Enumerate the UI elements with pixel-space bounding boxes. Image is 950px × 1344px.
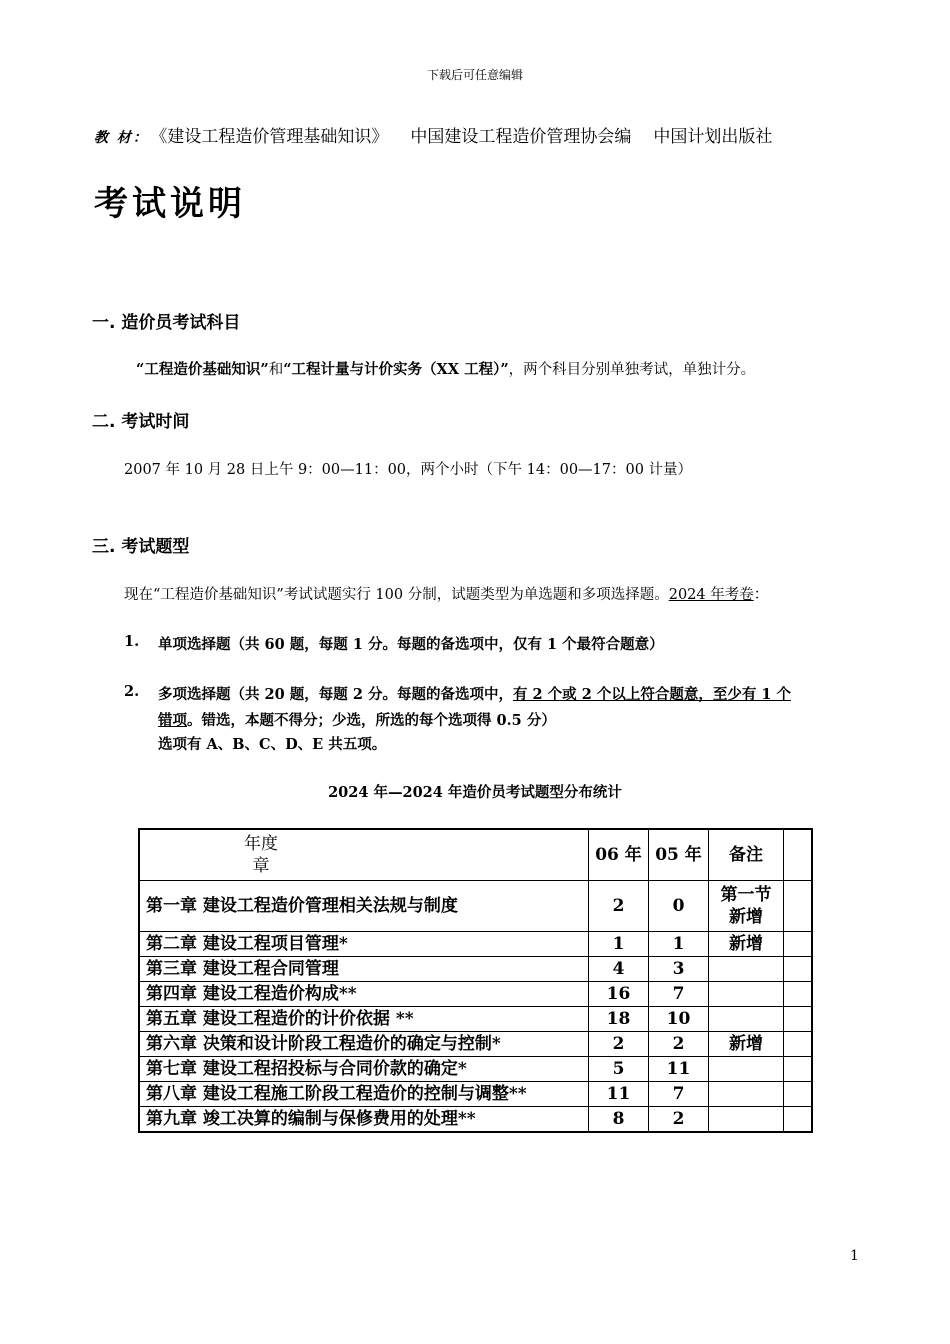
empty-cell <box>784 1057 813 1082</box>
table-row <box>139 1082 812 1107</box>
y05-cell: 7 <box>649 1082 709 1107</box>
y06-cell: 18 <box>589 1007 649 1032</box>
empty-cell <box>784 932 813 957</box>
note-cell <box>709 957 784 982</box>
y05-cell: 0 <box>649 881 709 932</box>
textbook-editor: 中国建设工程造价管理协会编 <box>410 127 632 147</box>
note-cell <box>709 1007 784 1032</box>
exam-paper-link[interactable]: 2024 年考卷 <box>668 587 754 603</box>
subject-rest: ，两个科目分别单独考试，单独计分。 <box>508 362 756 378</box>
item2-text-a: 多项选择题（共 20 题，每题 2 分。每题的备选项中， <box>158 686 513 703</box>
section2-heading: 二. 考试时间 <box>92 412 190 432</box>
col-note-header: 备注 <box>709 829 784 881</box>
item2-number: 2. <box>124 683 140 700</box>
corner-cell <box>139 829 589 881</box>
note-line-2: 新增 <box>729 907 763 927</box>
chapter-cell: 第八章 建设工程施工阶段工程造价的控制与调整** <box>139 1082 589 1107</box>
col-05-header: 05 年 <box>649 829 709 881</box>
y06-cell: 4 <box>589 957 649 982</box>
y06-cell: 11 <box>589 1082 649 1107</box>
empty-cell <box>784 982 813 1007</box>
empty-cell <box>784 1082 813 1107</box>
note-cell <box>709 881 784 932</box>
textbook-book: 《建设工程造价管理基础知识》 <box>158 127 389 147</box>
empty-cell <box>784 1032 813 1057</box>
table-header-row <box>139 829 812 881</box>
chapter-cell: 第一章 建设工程造价管理相关法规与制度 <box>139 881 589 932</box>
chapter-cell: 第五章 建设工程造价的计价依据 ** <box>139 1007 589 1032</box>
y05-cell: 2 <box>649 1107 709 1133</box>
empty-cell <box>784 1107 813 1133</box>
empty-cell <box>784 957 813 982</box>
section3-heading: 三. 考试题型 <box>92 537 190 557</box>
chapter-cell: 第九章 竣工决算的编制与保修费用的处理** <box>139 1107 589 1133</box>
corner-year: 年度 <box>244 834 278 854</box>
intro-text: 现在“工程造价基础知识”考试试题实行 100 分制，试题类型为单选题和多项选择题。 <box>124 587 669 603</box>
y05-cell: 11 <box>649 1057 709 1082</box>
subject-conj: 和 <box>268 362 284 378</box>
y06-cell: 16 <box>589 982 649 1007</box>
note-cell <box>709 982 784 1007</box>
note-cell: 新增 <box>709 1032 784 1057</box>
item2-underline-1: 有 2 个或 2 个以上符合题意，至少有 1 个 <box>512 686 792 703</box>
chapter-cell: 第四章 建设工程造价构成** <box>139 982 589 1007</box>
chapter-cell: 第六章 决策和设计阶段工程造价的确定与控制* <box>139 1032 589 1057</box>
textbook-publisher: 中国计划出版社 <box>653 127 773 147</box>
table-row <box>139 982 812 1007</box>
y06-cell: 5 <box>589 1057 649 1082</box>
y05-cell: 1 <box>649 932 709 957</box>
page-number: 1 <box>850 1248 859 1264</box>
chapter-cell: 第七章 建设工程招投标与合同价款的确定* <box>139 1057 589 1082</box>
y06-cell: 1 <box>589 932 649 957</box>
chapter-cell: 第三章 建设工程合同管理 <box>139 957 589 982</box>
intro-end: ： <box>753 587 769 603</box>
page-title: 考试说明 <box>94 184 246 224</box>
y05-cell: 7 <box>649 982 709 1007</box>
section1-heading: 一. 造价员考试科目 <box>92 313 241 333</box>
corner-chapter: 章 <box>252 856 270 876</box>
empty-cell <box>784 881 813 932</box>
y05-cell: 3 <box>649 957 709 982</box>
table-row <box>139 1007 812 1032</box>
empty-cell <box>784 1007 813 1032</box>
note-cell: 新增 <box>709 932 784 957</box>
table-row <box>139 932 812 957</box>
y06-cell: 8 <box>589 1107 649 1133</box>
table-caption: 2024 年—2024 年造价员考试题型分布统计 <box>328 784 622 801</box>
question-distribution-table <box>138 828 813 1133</box>
item2-underline-2: 错项 <box>158 712 187 729</box>
item2-text-b: 。错选，本题不得分；少选，所选的每个选项得 0.5 分） <box>187 712 556 729</box>
item2-line2 <box>158 709 556 730</box>
item1-text: 单项选择题（共 60 题，每题 1 分。每题的备选项中，仅有 1 个最符合题意） <box>158 636 664 653</box>
note-line-1: 第一节 <box>720 885 772 905</box>
y06-cell: 2 <box>589 1032 649 1057</box>
exam-time-text: 2007 年 10 月 28 日上午 9：00—11：00，两个小时（下午 14：00—17：00 计量） <box>124 462 693 478</box>
exam-format-intro <box>124 583 768 604</box>
table-row <box>139 1057 812 1082</box>
textbook-label: 教 材： <box>94 130 149 146</box>
note-cell <box>709 1107 784 1133</box>
table-row <box>139 881 812 932</box>
note-cell <box>709 1082 784 1107</box>
subject-2: “工程计量与计价实务（XX 工程）” <box>283 361 509 378</box>
y05-cell: 10 <box>649 1007 709 1032</box>
item2-line1 <box>158 683 791 704</box>
table-row <box>139 1032 812 1057</box>
y05-cell: 2 <box>649 1032 709 1057</box>
note-cell <box>709 1057 784 1082</box>
table-row <box>139 957 812 982</box>
table-row <box>139 1107 812 1133</box>
chapter-cell: 第二章 建设工程项目管理* <box>139 932 589 957</box>
col-06-header: 06 年 <box>589 829 649 881</box>
page-header-note: 下载后可任意编辑 <box>426 68 523 82</box>
textbook-line <box>94 122 772 147</box>
empty-header-cell <box>784 829 813 881</box>
subject-1: “工程造价基础知识” <box>136 361 269 378</box>
y06-cell: 2 <box>589 881 649 932</box>
item1-number: 1. <box>124 633 140 650</box>
section1-text <box>136 358 755 379</box>
item2-line3: 选项有 A、B、C、D、E 共五项。 <box>158 736 387 753</box>
